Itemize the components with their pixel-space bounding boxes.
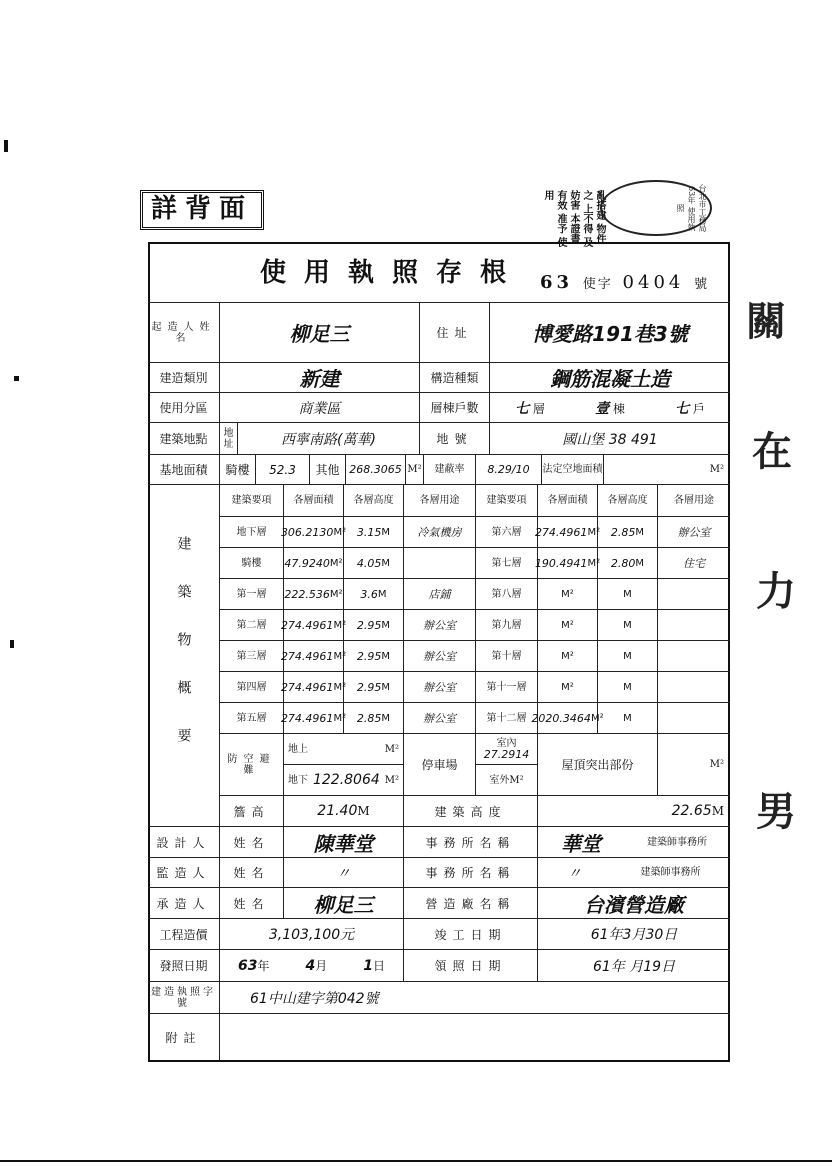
floor-area-unit: M² (587, 557, 601, 569)
floor-height-cell (344, 641, 404, 672)
below-label: 地下 (288, 774, 308, 786)
floor-height-unit: M (623, 588, 632, 600)
receive-date-label: 領照日期 (404, 950, 538, 982)
doc-serial: 0404 (622, 272, 685, 293)
margin-char: 男 (756, 788, 796, 835)
legal-note (476, 190, 606, 250)
parking-label: 停車場 (404, 734, 476, 796)
floor-name-cell (220, 548, 284, 579)
floor-use-cell (404, 641, 476, 672)
floor-name-cell (476, 548, 538, 579)
eaves-unit: M (357, 804, 370, 818)
floor-name-cell (476, 517, 538, 548)
other-label: 其他 (310, 455, 346, 485)
coverage-label: 建蔽率 (424, 455, 476, 485)
note-line: 上不得 (581, 203, 592, 234)
coverage-value: 8.29/10 (476, 455, 542, 485)
air-defense-above (284, 734, 404, 765)
floor-area-unit: M² (561, 588, 574, 600)
above-unit: M² (384, 743, 399, 755)
margin-char: 力 (756, 568, 796, 615)
note-line: 及妨害 (568, 190, 592, 247)
floor-unit: 層 (532, 401, 545, 416)
floor-name: 第十一層 (486, 681, 527, 693)
floor-name-cell (220, 703, 284, 734)
floor-name: 第三層 (236, 650, 267, 662)
address-value: 博愛路191巷3號 (490, 303, 730, 363)
floor-height-cell (344, 610, 404, 641)
note-line: 物件之 (581, 190, 605, 244)
household-unit: 戶 (692, 401, 705, 416)
note-line: 本證書 (568, 213, 579, 244)
receive-date-value: 61年 月19日 (538, 950, 730, 982)
summary-label: 建築物概要 (148, 485, 220, 827)
indoor-value: 27.2914 (483, 748, 530, 761)
indoor-label: 室內 (496, 738, 517, 749)
floor-use-cell (404, 703, 476, 734)
floor-area-unit: M² (333, 712, 347, 724)
floor-height-unit: M (381, 526, 391, 538)
site-sub-label: 地址 (220, 423, 238, 455)
parking-outdoor (476, 765, 538, 796)
floor-use-cell (658, 610, 730, 641)
floor-area-cell (280, 517, 347, 548)
site-value: 西寧南路(萬華) (238, 423, 420, 455)
floor-use-cell (658, 672, 730, 703)
floor-use-cell (658, 548, 730, 579)
floor-height-unit: M (635, 526, 645, 538)
issue-day-unit: 日 (372, 959, 385, 973)
below-value: 122.8064 (312, 771, 380, 788)
col-header: 建築要項 (476, 485, 538, 517)
floor-area-unit: M² (333, 650, 347, 662)
issue-day: 1 (363, 958, 373, 974)
cost-label: 工程造價 (148, 919, 220, 950)
floor-height: 2.85 (610, 525, 636, 539)
roof-label: 屋頂突出部份 (538, 734, 658, 796)
floor-height: 3.15 (356, 525, 382, 539)
floor-height-cell (344, 672, 404, 703)
note-line: 使用 (542, 190, 566, 247)
floor-height-cell (598, 548, 658, 579)
floor-area-unit: M² (333, 526, 347, 538)
floor-use-cell (404, 548, 476, 579)
floor-name-cell (476, 672, 538, 703)
contractor-label: 承造人 (148, 888, 220, 919)
floor-name: 地下層 (236, 526, 267, 538)
floor-use-cell (404, 672, 476, 703)
site-label: 建築地點 (148, 423, 220, 455)
col-header: 各層高度 (598, 485, 658, 517)
floor-height-cell (598, 579, 658, 610)
designer-name: 陳華堂 (284, 827, 404, 858)
note-line: 准予 (555, 213, 566, 234)
floor-use-cell (658, 641, 730, 672)
floor-area: 274.4961 (280, 711, 334, 725)
floor-height-unit: M (381, 712, 391, 724)
supervisor-office-name: 〃 (567, 865, 582, 882)
floor-use-cell (658, 579, 730, 610)
floor-height: 2.95 (356, 618, 382, 632)
floor-name: 第七層 (491, 557, 522, 569)
col-header: 各層用途 (658, 485, 730, 517)
site-unit: M² (406, 455, 424, 485)
floor-area: 274.4961 (280, 649, 334, 663)
note-line: 亂搭建 (594, 190, 605, 220)
contractor-name: 柳足三 (284, 888, 404, 919)
contractor-firm-label: 營造廠名稱 (404, 888, 538, 919)
floor-name-cell (220, 672, 284, 703)
below-unit: M² (384, 774, 399, 786)
floor-height-cell (598, 517, 658, 548)
floor-name: 第二層 (236, 619, 267, 631)
floor-area: 274.4961 (534, 525, 588, 539)
supervisor-name-label: 姓名 (220, 858, 284, 888)
building-unit: 棟 (612, 401, 625, 416)
lot-value: 國山堡 38 491 (490, 423, 730, 455)
floor-height: 3.6 (360, 587, 378, 601)
floor-area: 2020.3464 (531, 711, 591, 725)
legal-space-label: 法定空地面積 (542, 455, 604, 485)
category-label: 建造類別 (148, 363, 220, 393)
margin-char: 關 (746, 298, 786, 345)
permit-value: 61中山建字第042號 (220, 982, 730, 1014)
floor-name-cell (476, 579, 538, 610)
scan-speck (10, 640, 14, 648)
arcade-label: 騎樓 (220, 455, 256, 485)
roof-unit: M² (658, 734, 730, 796)
completion-label: 竣工日期 (404, 919, 538, 950)
floors-units-value (490, 393, 730, 423)
floor-area-cell (538, 641, 598, 672)
document-number (540, 272, 709, 293)
floor-name: 第九層 (491, 619, 522, 631)
floor-use: 冷氣機房 (417, 526, 462, 539)
outdoor-unit: M² (509, 774, 524, 786)
floor-height-unit: M (377, 588, 387, 600)
floor-area: 190.4941 (534, 556, 588, 570)
household-count: 七 (675, 400, 690, 417)
remarks-label: 附註 (148, 1014, 220, 1060)
completion-value: 61年3月30日 (538, 919, 730, 950)
floor-height-unit: M (381, 681, 391, 693)
floor-area: 274.4961 (280, 680, 334, 694)
designer-office-label: 事務所名稱 (404, 827, 538, 858)
building-height-unit: M (711, 804, 724, 818)
cost-value: 3,103,100元 (220, 919, 404, 950)
floor-area: 222.536 (284, 587, 330, 601)
floor-height-unit: M (381, 619, 391, 631)
floor-height-unit: M (623, 650, 632, 662)
floors-units-label: 層棟戶數 (420, 393, 490, 423)
floor-name-cell (220, 517, 284, 548)
zone-label: 使用分區 (148, 393, 220, 423)
floor-area-cell (284, 548, 344, 579)
floor-use: 辦公室 (423, 650, 456, 663)
eaves-label: 簷高 (220, 796, 284, 827)
doc-type: 使字 (582, 277, 613, 292)
floor-name: 騎樓 (241, 557, 262, 569)
floor-area-cell (531, 703, 604, 734)
scan-speck (4, 140, 8, 152)
building-height-label: 建築高度 (404, 796, 538, 827)
floor-area-cell (534, 517, 601, 548)
issue-month: 4 (305, 958, 316, 974)
issue-year: 63 (237, 958, 258, 974)
floor-use-cell (404, 579, 476, 610)
floor-height: 2.80 (610, 556, 636, 570)
floor-area: 274.4961 (280, 618, 334, 632)
floor-use-cell (404, 610, 476, 641)
floor-name-cell (220, 579, 284, 610)
floor-height-cell (598, 610, 658, 641)
col-header: 各層面積 (538, 485, 598, 517)
floor-height-cell (598, 703, 658, 734)
floor-area-unit: M² (561, 650, 574, 662)
floor-area-unit: M² (329, 557, 343, 569)
floor-height: 2.95 (356, 680, 382, 694)
floor-height: 4.05 (356, 556, 382, 570)
lot-label: 地號 (420, 423, 490, 455)
supervisor-office (538, 858, 730, 888)
floor-area-unit: M² (561, 681, 574, 693)
floor-name-cell (476, 610, 538, 641)
floor-area-cell (280, 703, 347, 734)
floor-height-unit: M (623, 681, 632, 693)
arcade-value: 52.3 (256, 455, 310, 485)
issue-date-label: 發照日期 (148, 950, 220, 982)
floor-area-cell (538, 610, 598, 641)
designer-name-label: 姓名 (220, 827, 284, 858)
floor-use: 辦公室 (677, 526, 711, 539)
floor-area-unit: M² (561, 619, 574, 631)
building-height-number: 22.65 (671, 803, 712, 819)
supervisor-name: 〃 (284, 858, 404, 888)
floor-name-cell (220, 610, 284, 641)
air-defense-below (284, 765, 404, 796)
floor-area-cell (538, 579, 598, 610)
floor-area-unit: M² (333, 681, 347, 693)
eaves-value (284, 796, 404, 827)
floor-use-cell (404, 517, 476, 548)
remarks-value (220, 1014, 730, 1060)
floor-height-cell (344, 517, 404, 548)
floor-name: 第八層 (491, 588, 522, 600)
back-side-stamp: 詳背面 (140, 190, 264, 230)
floor-area: 306.2130 (280, 525, 334, 539)
address-label: 住址 (420, 303, 490, 363)
margin-char: 在 (752, 428, 792, 475)
floor-area-unit: M² (587, 526, 601, 538)
floor-use-cell (658, 703, 730, 734)
scan-speck (14, 376, 19, 381)
floor-height-unit: M (381, 557, 391, 569)
floor-use: 辦公室 (423, 619, 456, 632)
designer-label: 設計人 (148, 827, 220, 858)
floor-name: 第十二層 (486, 712, 527, 724)
col-header: 各層高度 (344, 485, 404, 517)
floor-height-cell (344, 548, 404, 579)
building-height-value (538, 796, 730, 827)
floor-height-cell (344, 703, 404, 734)
structure-value: 鋼筋混凝土造 (490, 363, 730, 393)
issue-year-unit: 年 (257, 959, 270, 973)
floor-area-cell (284, 579, 344, 610)
legal-space-unit: M² (604, 455, 730, 485)
contractor-firm: 台濱營造廠 (538, 888, 730, 919)
floor-height-cell (598, 641, 658, 672)
floor-area-cell (280, 610, 347, 641)
eaves-number: 21.40 (317, 803, 358, 819)
floor-name: 第十層 (491, 650, 522, 662)
building-count: 壹 (595, 400, 610, 417)
floor-use-cell (658, 517, 730, 548)
floor-height: 2.85 (356, 711, 382, 725)
floor-height: 2.95 (356, 649, 382, 663)
floor-area-unit: M² (333, 619, 347, 631)
site-area-label: 基地面積 (148, 455, 220, 485)
above-label: 地上 (288, 743, 308, 755)
form-title: 使用執照存根 (260, 258, 525, 288)
official-round-stamp: 台北市工務局 63年 使用執照 (600, 180, 712, 236)
floor-name-cell (476, 703, 538, 734)
issue-date-value (220, 950, 404, 982)
col-header: 各層面積 (284, 485, 344, 517)
scan-edge (0, 1160, 832, 1162)
floor-area-cell (538, 672, 598, 703)
floor-height-unit: M (635, 557, 645, 569)
other-value: 268.3065 (346, 455, 406, 485)
structure-label: 構造種類 (420, 363, 490, 393)
air-defense-label: 防空避難 (220, 734, 284, 796)
issue-month-unit: 月 (315, 959, 328, 973)
floor-name: 第六層 (491, 526, 522, 538)
floor-area-cell (534, 548, 601, 579)
floor-height-unit: M (623, 712, 632, 724)
supervisor-office-label: 事務所名稱 (404, 858, 538, 888)
floor-name: 第五層 (236, 712, 267, 724)
floor-height-cell (344, 579, 404, 610)
floor-height-unit: M (381, 650, 391, 662)
floor-name: 第四層 (236, 681, 267, 693)
supervisor-label: 監造人 (148, 858, 220, 888)
designer-office (538, 827, 730, 858)
contractor-name-label: 姓名 (220, 888, 284, 919)
category-value: 新建 (220, 363, 420, 393)
note-line: 有效 (555, 190, 566, 210)
floor-name-cell (476, 641, 538, 672)
floor-name: 第一層 (236, 588, 267, 600)
floor-height-cell (598, 672, 658, 703)
col-header: 各層用途 (404, 485, 476, 517)
builder-label: 起造人姓名 (148, 303, 220, 363)
floor-height-unit: M (623, 619, 632, 631)
zone-value: 商業區 (220, 393, 420, 423)
floor-use: 辦公室 (423, 712, 456, 725)
supervisor-office-stamp: 建築師事務所 (640, 867, 701, 878)
designer-office-name: 華堂 (561, 831, 601, 856)
designer-office-stamp: 建築師事務所 (647, 836, 707, 848)
floor-use: 店鋪 (428, 588, 451, 601)
doc-suffix: 號 (694, 277, 710, 292)
floor-area-cell (280, 672, 347, 703)
doc-year: 63 (540, 272, 574, 293)
floor-count: 七 (515, 400, 530, 417)
col-header: 建築要項 (220, 485, 284, 517)
permit-label: 建造執照字號 (148, 982, 220, 1014)
floor-use: 辦公室 (423, 681, 456, 694)
floor-area-cell (280, 641, 347, 672)
outdoor-label: 室外 (489, 774, 510, 786)
floor-name-cell (220, 641, 284, 672)
floor-use: 住宅 (683, 557, 705, 570)
parking-indoor (476, 734, 538, 765)
floor-area-unit: M² (329, 588, 343, 600)
floor-area-unit: M² (590, 712, 604, 724)
floor-area: 47.9240 (284, 556, 330, 570)
builder-name: 柳足三 (220, 303, 420, 363)
